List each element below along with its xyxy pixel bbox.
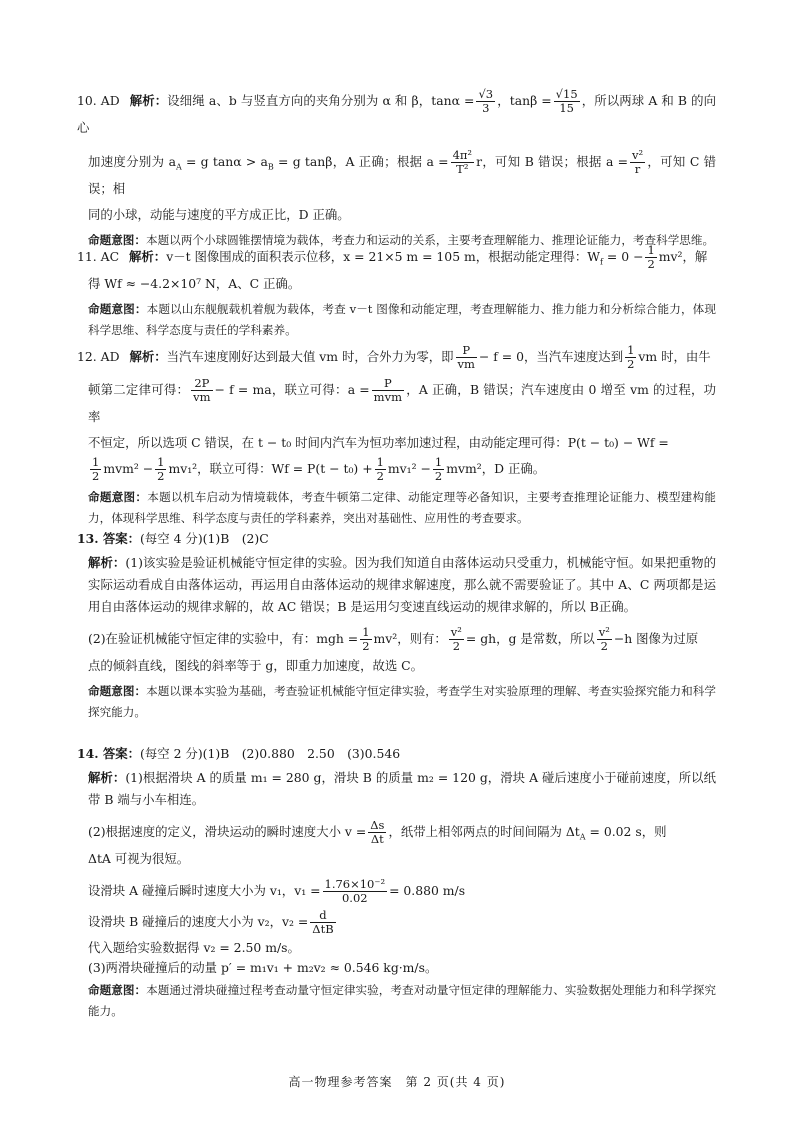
q11-intent: 命题意图：本题以山东舰舰载机着舰为载体，考查 v－t 图像和动能定理，考查理解能力、推力能力和分析综合能力，体现科学思维、科学态度与责任的学科素养。 <box>88 302 716 337</box>
q12-line1: 12. AD 解析：当汽车速度刚好达到最大值 vm 时，合外力为零，即 $\frac{P}{vm}$ − f = 0，当汽车速度达到 $\frac{1}{2}$ vm 时，由牛 <box>77 343 711 371</box>
q14-p2: (2)根据速度的定义，滑块运动的瞬时速度大小 v = $\frac{\Delta s}{\Delta t}$ ，纸带上相邻两点的时间间隔为 $\Delta t_A = 0.02$ s，则 <box>88 818 667 846</box>
q14-frac-v2: $\frac{d}{\text{ΔtB}}$ <box>312 908 334 936</box>
q12-frac-p-mvm: $\frac{P}{\text{mvm}}$ <box>373 376 402 404</box>
q12-line2: 顿第二定律可得： $\frac{2P}{vm}$ − f = ma，联立可得：a = $\frac{P}{\text{mvm}}$ ，A 正确，B 错误；汽车速度由 0 增至 vm 的过程，功率 <box>88 376 717 424</box>
q14-frac-ds-dt: $\frac{\Delta s}{\Delta t}$ <box>370 818 385 846</box>
q12-label: 12. AD <box>77 349 120 364</box>
q11-line2: 得 Wf ≈ −4.2×10⁷ N，A、C 正确。 <box>88 276 301 291</box>
question-11 <box>77 243 716 341</box>
q12-frac-half: $\frac{1}{2}$ <box>376 455 384 483</box>
q10-lead: 解析： <box>129 93 168 108</box>
q14-p5: 代入题给实验数据得 v₂ = 2.50 m/s。 <box>88 940 300 955</box>
q10-line1 <box>77 88 716 141</box>
q11-frac-half: $\frac{1}{2}$ <box>647 243 655 271</box>
q12-line3: 不恒定，所以选项 C 错误，在 t − t₀ 时间内汽车为恒功率加速过程，由动能定理可得：P(t − t₀) − Wf = <box>88 435 669 450</box>
q13-frac-v2-2: $\frac{\text{v²}}{2}$ <box>450 625 462 653</box>
q14-answer: 14. 答案：(每空 2 分)(1)B (2)0.880 2.50 (3)0.546 <box>77 746 401 761</box>
q11-label: 11. AC <box>77 249 120 264</box>
q10-label: 10. AD <box>77 93 120 108</box>
q10-frac-tan-a: $\frac{√3}{3}$ <box>478 87 494 115</box>
q13-p1: 解析：(1)该实验是验证机械能守恒定律的实验。因为我们知道自由落体运动只受重力，机械能守恒。如果把重物的实际运动看成自由落体运动，再运用自由落体运动的规律求解速度，那么就不需要验证了。其中 A、C 两项都是运用自由落体运动的规律求解的，故 AC 错误；B 是运用匀变速直线运动的规律求解的，所以 B正确。 <box>88 555 716 614</box>
q13-frac-v2-2b: $\frac{\text{v²}}{2}$ <box>598 625 610 653</box>
q12-line4: $\frac{1}{2}$ mvm² − $\frac{1}{2}$ mv₁²，联立可得：Wf = P(t − t₀) + $\frac{1}{2}$ mv₁² − $\frac{1}{2}$ mvm²，D 正确。 <box>92 455 546 483</box>
question-12 <box>77 343 717 529</box>
q14-p4: 设滑块 B 碰撞后的速度大小为 v₂，v₂ = $\frac{d}{\text{ΔtB}}$ <box>88 908 334 936</box>
q11-line1: 11. AC 解析：v－t 图像围成的面积表示位移，x = 21×5 m = 105 m，根据动能定理得：$W_f = 0$ − $\frac{1}{2}$ mv²，解 <box>77 243 708 271</box>
q13-intent: 命题意图：本题以课本实验为基础，考查验证机械能守恒定律实验，考查学生对实验原理的理解、考查实验探究能力和科学探究能力。 <box>88 684 716 719</box>
q12-frac-half: $\frac{1}{2}$ <box>92 455 100 483</box>
q14-p3: 设滑块 A 碰撞后瞬时速度大小为 v₁，v₁ = $\frac{\text{1.76×10⁻²}}{0.02}$ = 0.880 m/s <box>88 877 466 905</box>
question-14 <box>77 741 717 1022</box>
page-footer: 高一物理参考答案 第 2 页(共 4 页) <box>288 1075 506 1089</box>
question-10 <box>77 87 716 251</box>
q10-text: ，tanβ = <box>497 93 552 108</box>
q10-frac-v2r: $\frac{\text{v²}}{r}$ <box>632 148 644 176</box>
q13-answer: 13. 答案：(每空 4 分)(1)B (2)C <box>77 531 269 546</box>
q10-text: ，所以两球 A 和 B 的向心 <box>77 93 716 135</box>
question-13 <box>77 526 716 723</box>
q10-line3: 同的小球，动能与速度的平方成正比，D 正确。 <box>88 207 350 222</box>
q10-line2: 加速度分别为 $a_A = g$ $\tan\alpha > a_B = g$ tanβ，A 正确；根据 a = $\frac{\text{4π²}}{\text{T²}}$ r，可知 B 错误；根据 a = $\frac{\text{v²}}{r}$ ，可知 C 错误；相 <box>88 148 716 196</box>
q13-p2: (2)在验证机械能守恒定律的实验中，有：mgh = $\frac{1}{2}$ mv²，则有： $\frac{\text{v²}}{2}$ = gh，g 是常数，所以 $\frac{\text{v²}}{2}$ −h 图像为过原 <box>88 625 699 653</box>
q12-frac-half: $\frac{1}{2}$ <box>627 343 635 371</box>
q13-frac-half: $\frac{1}{2}$ <box>362 625 370 653</box>
q10-frac-tan-b: $\frac{√15}{15}$ <box>555 87 578 115</box>
q12-frac-p-vm: $\frac{P}{vm}$ <box>457 343 475 371</box>
q14-p2-cont: ΔtA 可视为很短。 <box>88 851 190 866</box>
q12-intent: 命题意图：本题以机车启动为情境载体，考查牛顿第二定律、动能定理等必备知识，主要考查推理论证能力、模型建构能力，体现科学思维、科学态度与责任的学科素养，突出对基础性、应用性的考查要求。 <box>88 490 716 525</box>
q12-frac-2p-vm: $\frac{2P}{vm}$ <box>193 376 211 404</box>
q13-p2-cont: 点的倾斜直线，图线的斜率等于 g，即重力加速度，故选 C。 <box>88 658 424 673</box>
q14-frac-v1: $\frac{\text{1.76×10⁻²}}{0.02}$ <box>324 877 386 905</box>
q14-p6: (3)两滑块碰撞后的动量 p′ = m₁v₁ + m₂v₂ ≈ 0.546 kg·m/s。 <box>88 960 438 975</box>
q12-frac-half: $\frac{1}{2}$ <box>157 455 165 483</box>
q14-intent: 命题意图：本题通过滑块碰撞过程考查动量守恒定律实验，考查对动量守恒定律的理解能力、实验数据处理能力和科学探究能力。 <box>88 983 716 1018</box>
q10-frac-4pi: $\frac{\text{4π²}}{\text{T²}}$ <box>452 148 473 176</box>
q10-text: 设细绳 a、b 与竖直方向的夹角分别为 α 和 β，tanα = <box>167 93 475 108</box>
q12-frac-half: $\frac{1}{2}$ <box>434 455 443 483</box>
q10-intent: 命题意图：本题以两个小球圆锥摆情境为载体，考查力和运动的关系，主要考查理解能力、推理论证能力，考查科学思维。 <box>88 233 715 247</box>
q14-p1: 解析：(1)根据滑块 A 的质量 m₁ = 280 g，滑块 B 的质量 m₂ = 120 g，滑块 A 碰后速度小于碰前速度，所以纸带 B 端与小车相连。 <box>88 770 717 807</box>
